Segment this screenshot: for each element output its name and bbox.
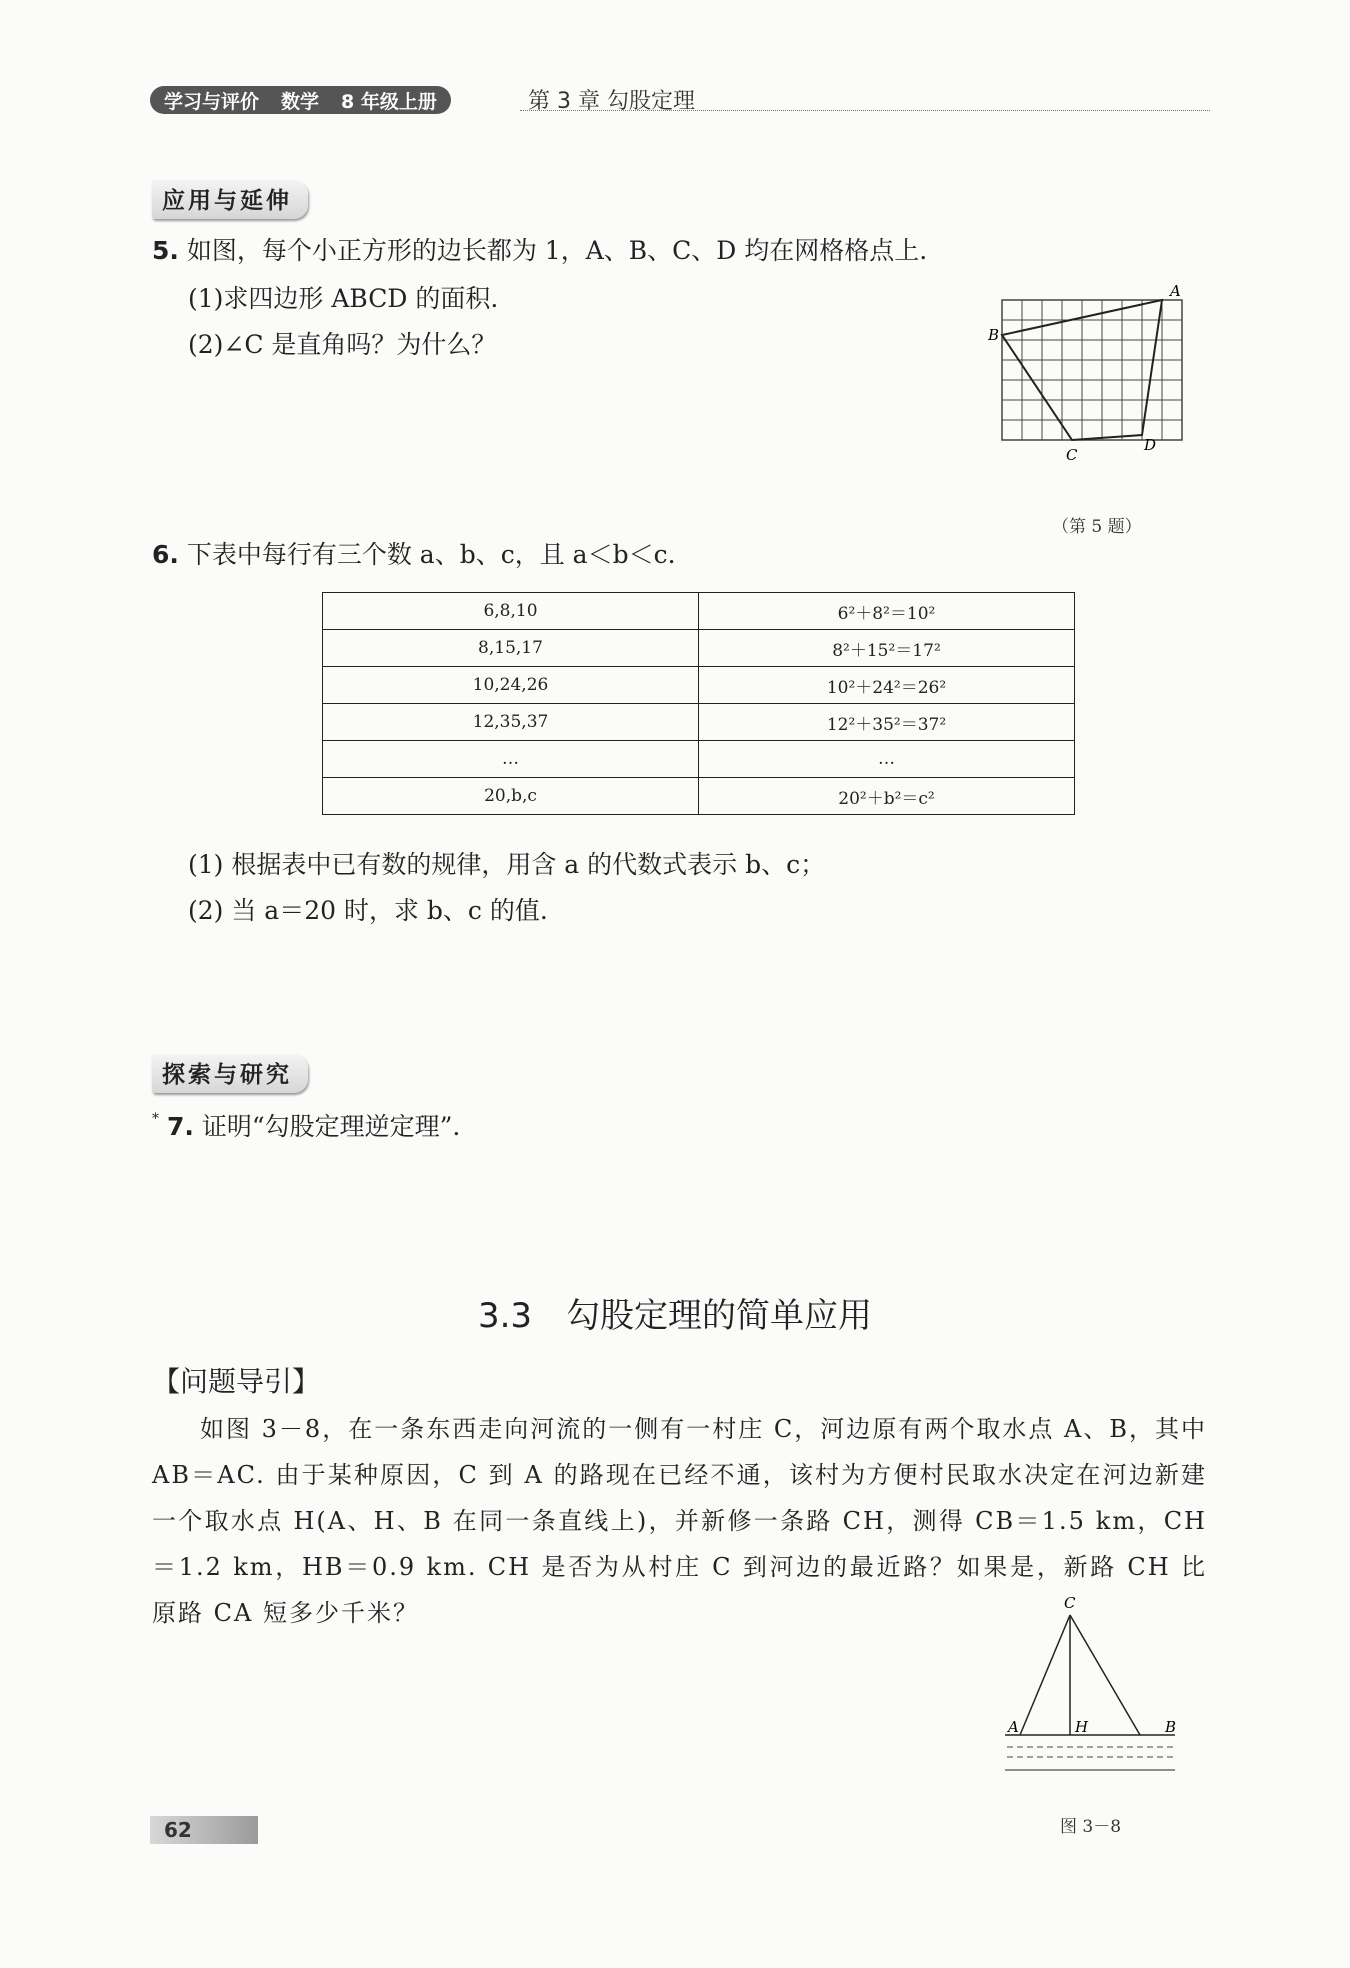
label-a: A [1170,282,1181,300]
table-cell-equation: 6²＋8²＝10² [699,593,1075,630]
q5-part2: (2)∠C 是直角吗？为什么？ [188,330,497,359]
label-c: C [1064,1594,1076,1612]
table-row [323,630,1075,667]
q5-number: 5. [152,236,179,265]
q6-part2: (2) 当 a＝20 时，求 b、c 的值. [188,896,548,925]
table-cell-triple: 10,24,26 [323,667,699,704]
label-h: H [1075,1718,1089,1736]
table-row [323,704,1075,741]
segment-ca [1020,1615,1070,1735]
grid-lines [1002,300,1182,440]
fig-3-8 [995,1590,1195,1790]
guide-heading: 【问题导引】 [152,1365,321,1398]
table-cell-equation: 8²＋15²＝17² [699,630,1075,667]
section-title-text: 勾股定理的简单应用 [566,1296,873,1336]
table-cell-equation: 20²＋b²＝c² [699,778,1075,815]
q6-number: 6. [152,540,179,569]
q5-stem [152,234,927,268]
header-book-pill [150,86,451,114]
label-b: B [988,326,1000,344]
table-row [323,778,1075,815]
table-cell-triple: … [323,741,699,778]
label-c: C [1066,446,1078,464]
q5-part1: (1)求四边形 ABCD 的面积. [188,284,499,313]
table-cell-equation: 12²＋35²＝37² [699,704,1075,741]
header-subject: 数学 [281,90,320,113]
q7-text: 证明“勾股定理逆定理”. [201,1112,461,1141]
q6-stem-text: 下表中每行有三个数 a、b、c，且 a＜b＜c. [186,540,676,569]
table-cell-equation: … [699,741,1075,778]
q5-grid-figure [980,280,1220,500]
q7-star: * [152,1111,159,1127]
q5-stem-text: 如图，每个小正方形的边长都为 1，A、B、C、D 均在网格格点上. [186,236,928,265]
table-cell-equation: 10²＋24²＝26² [699,667,1075,704]
section-number: 3.3 [477,1296,533,1336]
q5-caption: （第 5 题） [1052,517,1142,537]
problem-text: 如图 3－8，在一条东西走向河流的一侧有一村庄 C，河边原有两个取水点 A、B，其中 AB＝AC. 由于某种原因，C 到 A 的路现在已经不通，该村为方便村民取水决定在河边新建一个取水点 H(A、H、B 在同一条直线上)，并新修一条路 CH，测得 CB＝1.5 km，CH＝1.2 km，HB＝0.9 km. CH 是否为从村庄 C 到河边的最近路？如果是，新路 CH 比原路 CA 短多少千米？ [152,1415,1207,1627]
header-chapter: 第 3 章 勾股定理 [528,89,695,114]
segment-cb [1070,1615,1140,1735]
header-book-title: 学习与评价 [164,90,260,113]
table-row [323,741,1075,778]
label-d: D [1144,436,1157,454]
table-cell-triple: 8,15,17 [323,630,699,667]
label-b: B [1165,1718,1177,1736]
label-a: A [1008,1718,1019,1736]
section-tag-application: 应用与延伸 [152,180,308,219]
page-number: 62 [150,1816,258,1844]
q6-stem [152,538,676,572]
table-cell-triple: 6,8,10 [323,593,699,630]
q7-number: 7. [166,1112,194,1141]
section-title [0,1288,1350,1337]
header-grade: 8 年级上册 [341,90,437,113]
table-cell-triple: 20,b,c [323,778,699,815]
q6-table [322,592,1075,815]
table-row [323,593,1075,630]
q6-part1: (1) 根据表中已有数的规律，用含 a 的代数式表示 b、c； [188,850,826,879]
table-row [323,667,1075,704]
fig-3-8-caption: 图 3－8 [1060,1817,1122,1837]
table-cell-triple: 12,35,37 [323,704,699,741]
section-tag-explore: 探索与研究 [152,1054,308,1093]
q7 [152,1110,460,1144]
header-rule [520,110,1210,111]
